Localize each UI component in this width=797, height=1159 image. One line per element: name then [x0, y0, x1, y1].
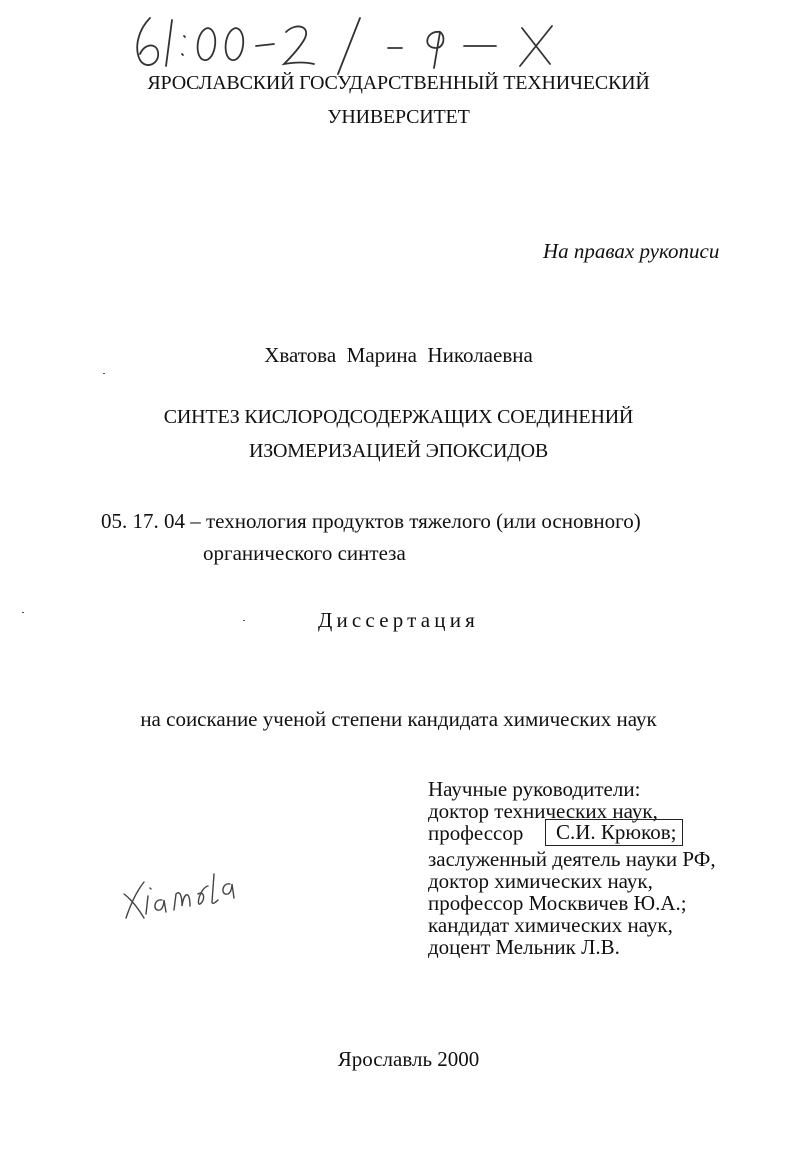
author-name: Хватова Марина Николаевна: [264, 343, 533, 367]
rights-note: На правах рукописи: [543, 239, 720, 263]
handwritten-signature: [118, 848, 248, 928]
specialty-line2: органического синтеза: [203, 541, 406, 565]
supervisor3-name: доцент Мельник Л.В.: [428, 935, 620, 959]
supervisor2-honor: заслуженный деятель науки РФ,: [428, 847, 716, 871]
supervisor2-name: профессор Москвичев Ю.А.;: [428, 891, 687, 915]
supervisor1-name-frame: [545, 819, 683, 846]
city-and-year: Ярославль 2000: [337, 1047, 480, 1071]
dissertation-title-line2: ИЗОМЕРИЗАЦИЕЙ ЭПОКСИДОВ: [248, 440, 549, 462]
supervisor1-name: С.И. Крюков;: [545, 819, 683, 846]
document-type: Диссертация: [317, 608, 480, 632]
scan-speck: [243, 620, 245, 621]
university-name-line1: ЯРОСЛАВСКИЙ ГОСУДАРСТВЕННЫЙ ТЕХНИЧЕСКИЙ: [147, 72, 650, 94]
supervisors-heading: Научные руководители:: [428, 777, 641, 801]
scan-speck: [22, 612, 24, 613]
scan-speck: [103, 373, 105, 374]
supervisor1-degree: доктор технических наук,: [428, 799, 658, 823]
university-name-line2: УНИВЕРСИТЕТ: [327, 106, 470, 128]
dissertation-title-line1: СИНТЕЗ КИСЛОРОДСОДЕРЖАЩИХ СОЕДИНЕНИЙ: [163, 406, 634, 428]
supervisor3-degree: кандидат химических наук,: [428, 913, 673, 937]
supervisor1-title: профессор: [428, 821, 524, 845]
degree-sought: на соискание ученой степени кандидата химических наук: [140, 707, 657, 731]
specialty-line1: 05. 17. 04 – технология продуктов тяжелого (или основного): [101, 509, 641, 533]
supervisor2-degree: доктор химических наук,: [428, 869, 653, 893]
handwritten-catalogue-code: [120, 8, 600, 78]
